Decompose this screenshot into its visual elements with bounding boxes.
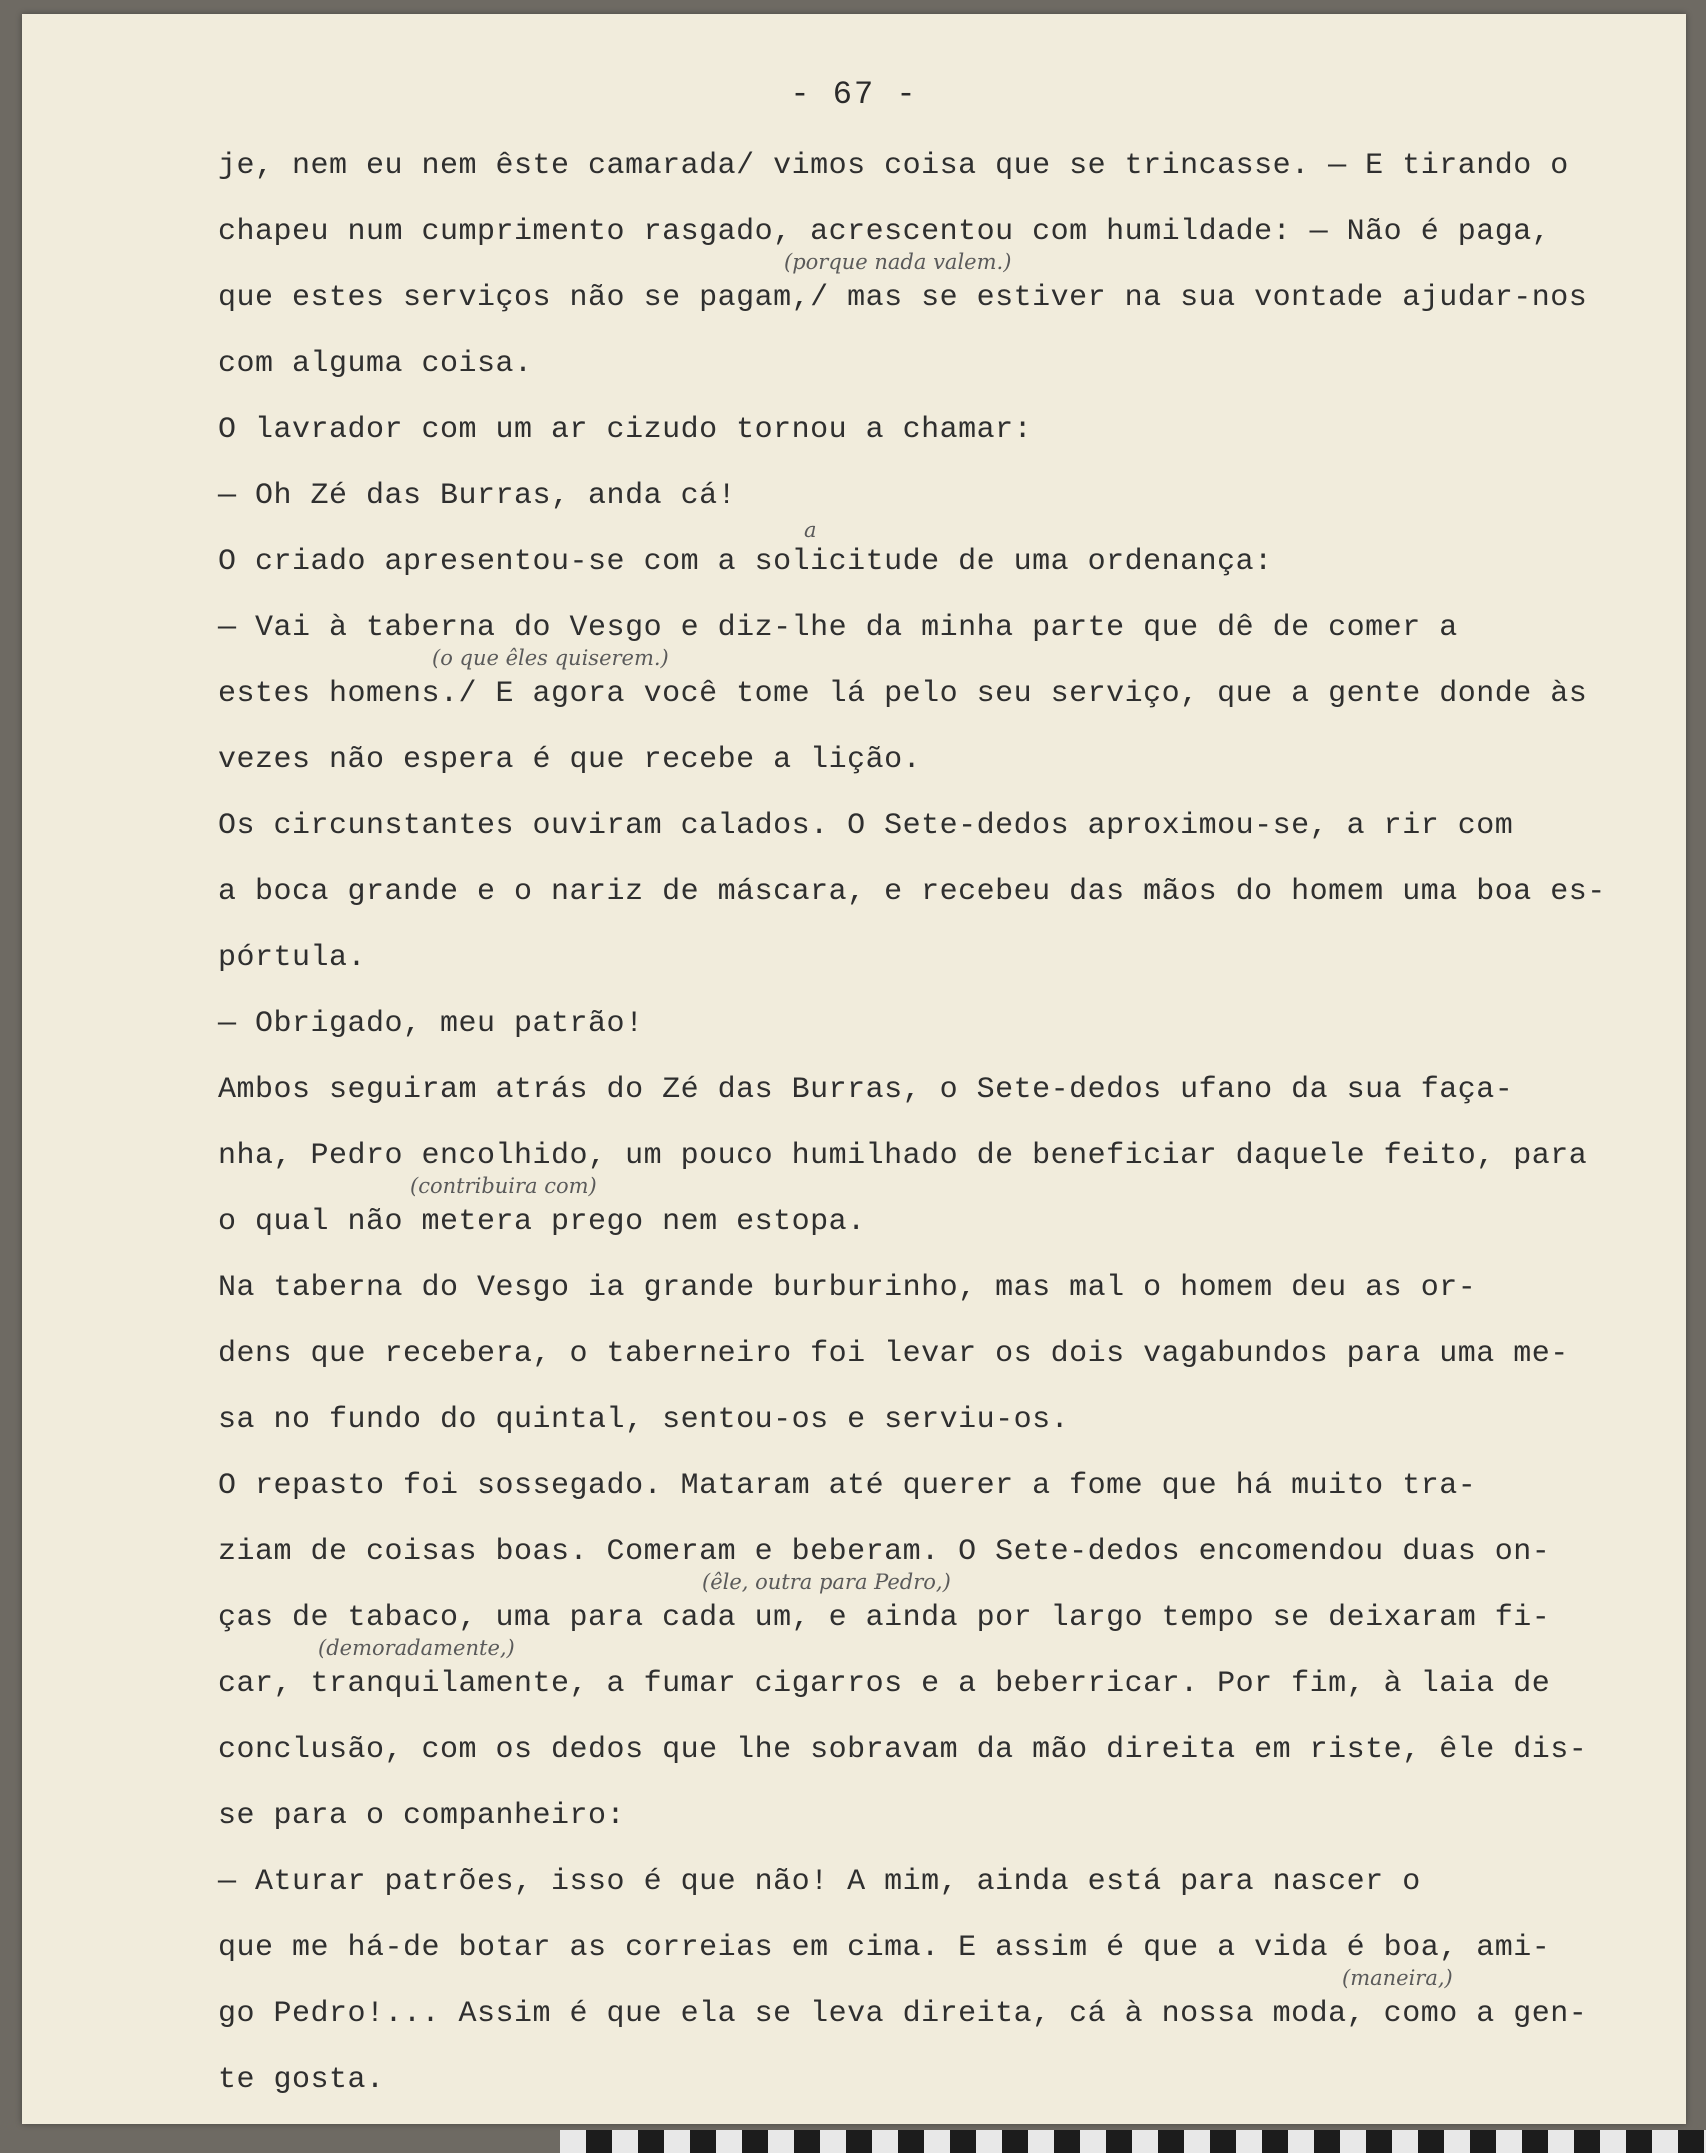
text-line-1: je, nem eu nem êste camarada/ vimos coisa que se trincasse. — E tirando o [218, 149, 1569, 183]
text-line-17: o qual não metera prego nem estopa. [218, 1205, 866, 1239]
annotation-ele-outra-para-pedro: (êle, outra para Pedro,) [702, 1570, 951, 1594]
text-line-8: — Vai à taberna do Vesgo e diz-lhe da minha parte que dê de comer a [218, 611, 1458, 645]
annotation-contribuira-com: (contribuira com) [410, 1174, 597, 1198]
text-line-4: com alguma coisa. [218, 347, 533, 381]
annotation-o-que-eles-quiserem: (o que êles quiserem.) [432, 646, 669, 670]
text-line-27: — Aturar patrões, isso é que não! A mim, ainda está para nascer o [218, 1865, 1421, 1899]
text-line-20: sa no fundo do quintal, sentou-os e serviu-os. [218, 1403, 1070, 1437]
annotation-demoradamente: (demoradamente,) [318, 1636, 515, 1660]
text-line-24: car, tranquilamente, a fumar cigarros e a beberricar. Por fim, à laia de [218, 1667, 1551, 1701]
text-line-14: — Obrigado, meu patrão! [218, 1007, 644, 1041]
text-line-2: chapeu num cumprimento rasgado, acrescentou com humildade: — Não é paga, [218, 215, 1551, 249]
text-line-11: Os circunstantes ouviram calados. O Sete-dedos aproximou-se, a rir com [218, 809, 1514, 843]
text-line-6: — Oh Zé das Burras, anda cá! [218, 479, 737, 513]
annotation-caret-a: a [804, 518, 817, 542]
text-line-3: que estes serviços não se pagam,/ mas se estiver na sua vontade ajudar-nos [218, 281, 1588, 315]
text-line-18: Na taberna do Vesgo ia grande burburinho, mas mal o homem deu as or- [218, 1271, 1477, 1305]
text-line-15: Ambos seguiram atrás do Zé das Burras, o Sete-dedos ufano da sua faça- [218, 1073, 1514, 1107]
text-line-25: conclusão, com os dedos que lhe sobravam da mão direita em riste, êle dis- [218, 1733, 1588, 1767]
page-number: - 67 - [790, 76, 918, 113]
text-line-13: pórtula. [218, 941, 367, 975]
text-line-12: a boca grande e o nariz de máscara, e recebeu das mãos do homem uma boa es- [218, 875, 1606, 909]
text-line-16: nha, Pedro encolhido, um pouco humilhado de beneficiar daquele feito, para [218, 1139, 1588, 1173]
text-line-19: dens que recebera, o taberneiro foi levar os dois vagabundos para uma me- [218, 1337, 1569, 1371]
text-line-22: ziam de coisas boas. Comeram e beberam. O Sete-dedos encomendou duas on- [218, 1535, 1551, 1569]
text-line-7: O criado apresentou-se com a solicitude de uma ordenança: [218, 545, 1273, 579]
scale-ruler [560, 2130, 1706, 2153]
text-line-26: se para o companheiro: [218, 1799, 626, 1833]
manuscript-page [22, 14, 1686, 2124]
text-line-23: ças de tabaco, uma para cada um, e ainda por largo tempo se deixaram fi- [218, 1601, 1551, 1635]
text-line-29: go Pedro!... Assim é que ela se leva direita, cá à nossa moda, como a gen- [218, 1997, 1588, 2031]
text-line-9: estes homens./ E agora você tome lá pelo seu serviço, que a gente donde às [218, 677, 1588, 711]
text-line-30: te gosta. [218, 2063, 385, 2097]
text-line-28: que me há-de botar as correias em cima. E assim é que a vida é boa, ami- [218, 1931, 1551, 1965]
annotation-porque-nada-valem: (porque nada valem.) [784, 250, 1012, 274]
text-line-10: vezes não espera é que recebe a lição. [218, 743, 922, 777]
text-line-5: O lavrador com um ar cizudo tornou a chamar: [218, 413, 1033, 447]
annotation-maneira: (maneira,) [1342, 1966, 1453, 1990]
text-line-21: O repasto foi sossegado. Mataram até querer a fome que há muito tra- [218, 1469, 1477, 1503]
